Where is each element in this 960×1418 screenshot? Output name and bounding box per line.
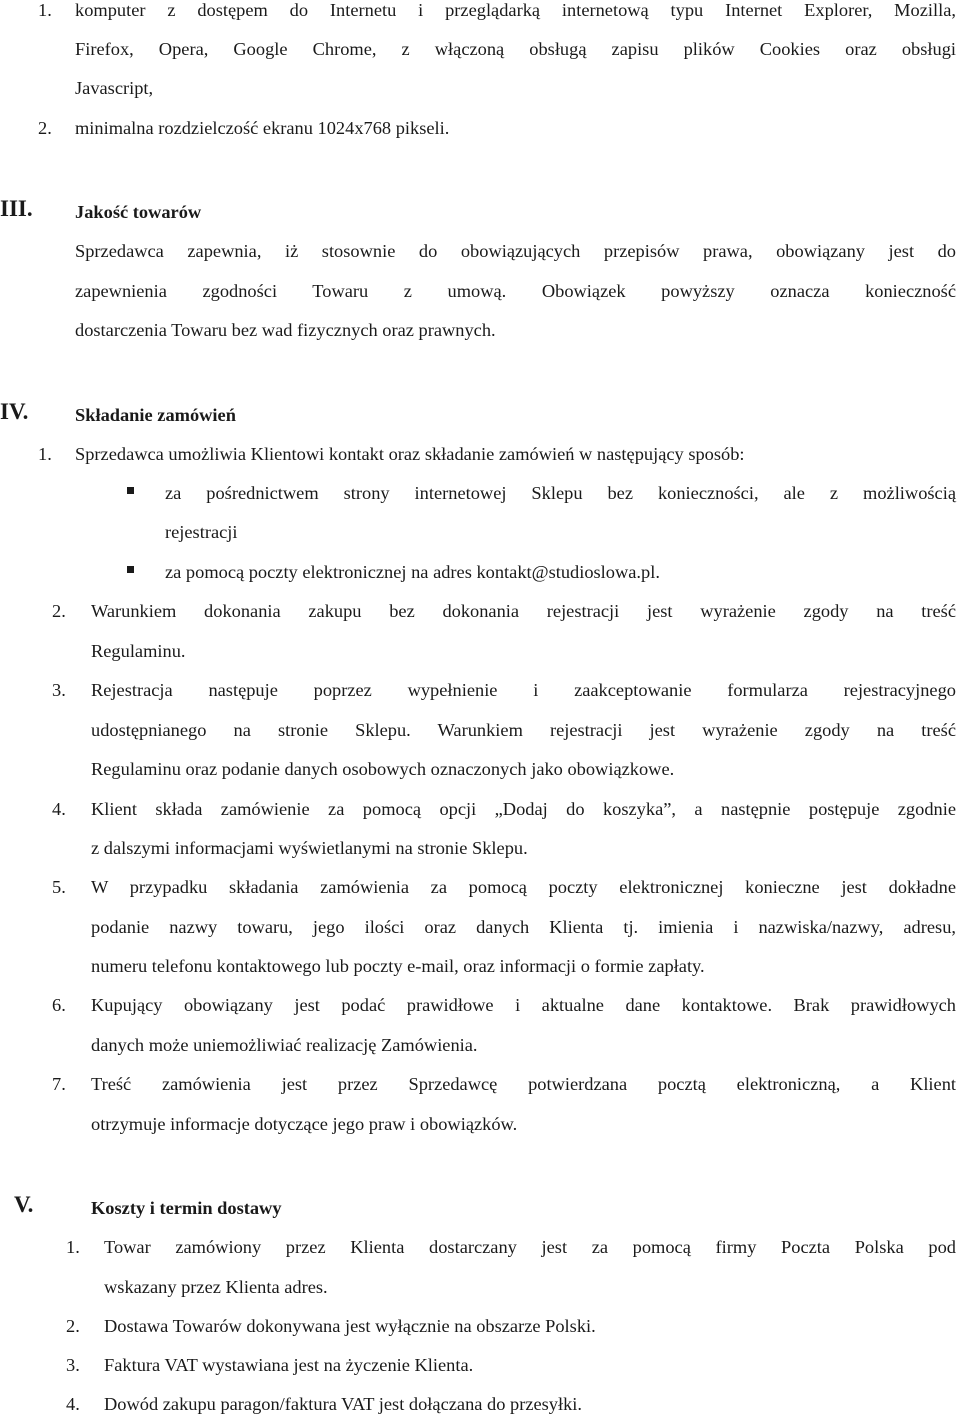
list-item-line: W przypadku składania zamówienia za pomocą poczty elektronicznej konieczne jest dokładne — [91, 877, 956, 897]
list-item-line: Warunkiem dokonania zakupu bez dokonania rejestracji jest wyrażenie zgody na treść — [91, 601, 956, 621]
list-item-line: komputer z dostępem do Internetu i przeglądarką internetową typu Internet Explorer, Mozilla, — [75, 0, 956, 20]
list-item-line: wskazany przez Klienta adres. — [104, 1277, 328, 1297]
bullet-item-line: za pośrednictwem strony internetowej Sklepu bez konieczności, ale z możliwością — [165, 483, 956, 503]
paragraph-line: zapewnienia zgodności Towaru z umową. Obowiązek powyższy oznacza konieczność — [75, 281, 956, 301]
section-title: Składanie zamówień — [75, 405, 236, 425]
list-item-line: Dostawa Towarów dokonywana jest wyłącznie na obszarze Polski. — [104, 1316, 596, 1336]
section-number: IV. — [0, 399, 29, 424]
bullet-square-icon — [127, 487, 134, 494]
list-item-line: Rejestracja następuje poprzez wypełnienie i zaakceptowanie formularza rejestracyjnego — [91, 680, 956, 700]
list-number: 7. — [52, 1074, 66, 1094]
list-item-line: Kupujący obowiązany jest podać prawidłowe i aktualne dane kontaktowe. Brak prawidłowych — [91, 995, 956, 1015]
list-item-line: Klient składa zamówienie za pomocą opcji „Dodaj do koszyka”, a następnie postępuje zgodnie — [91, 799, 956, 819]
bullet-item-line: rejestracji — [165, 522, 238, 542]
list-item-line: Towar zamówiony przez Klienta dostarczany jest za pomocą firmy Poczta Polska pod — [104, 1237, 956, 1257]
list-number: 6. — [52, 995, 66, 1015]
list-item-line: Regulaminu oraz podanie danych osobowych oznaczonych jako obowiązkowe. — [91, 759, 675, 779]
list-item-line: danych może uniemożliwiać realizację Zamówienia. — [91, 1035, 478, 1055]
list-number: 1. — [38, 444, 52, 464]
list-item-line: minimalna rozdzielczość ekranu 1024x768 pikseli. — [75, 118, 450, 138]
list-number: 5. — [52, 877, 66, 897]
list-number: 4. — [66, 1394, 80, 1414]
list-number: 1. — [38, 0, 52, 20]
list-item-line: Faktura VAT wystawiana jest na życzenie Klienta. — [104, 1355, 474, 1375]
list-item-line: z dalszymi informacjami wyświetlanymi na stronie Sklepu. — [91, 838, 528, 858]
list-number: 3. — [66, 1355, 80, 1375]
list-item-line: Javascript, — [75, 78, 154, 98]
list-item-line: podanie nazwy towaru, jego ilości oraz danych Klienta tj. imienia i nazwiska/nazwy, adresu, — [91, 917, 956, 937]
list-item-line: otrzymuje informacje dotyczące jego praw i obowiązków. — [91, 1114, 518, 1134]
bullet-square-icon — [127, 566, 134, 573]
paragraph-line: Sprzedawca zapewnia, iż stosownie do obowiązujących przepisów prawa, obowiązany jest do — [75, 241, 956, 261]
list-item-line: Firefox, Opera, Google Chrome, z włączoną obsługą zapisu plików Cookies oraz obsługi — [75, 39, 956, 59]
paragraph-line: dostarczenia Towaru bez wad fizycznych oraz prawnych. — [75, 320, 496, 340]
list-item-line: Treść zamówienia jest przez Sprzedawcę potwierdzana pocztą elektroniczną, a Klient — [91, 1074, 956, 1094]
list-number: 2. — [52, 601, 66, 621]
list-item-line: Dowód zakupu paragon/faktura VAT jest dołączana do przesyłki. — [104, 1394, 583, 1414]
list-number: 4. — [52, 799, 66, 819]
section-number: III. — [0, 196, 33, 221]
list-number: 2. — [66, 1316, 80, 1336]
bullet-item-line: za pomocą poczty elektronicznej na adres kontakt@studioslowa.pl. — [165, 562, 660, 582]
list-item-line: udostępnianego na stronie Sklepu. Warunkiem rejestracji jest wyrażenie zgody na treść — [91, 720, 956, 740]
section-number: V. — [14, 1192, 34, 1217]
list-item-line: numeru telefonu kontaktowego lub poczty e-mail, oraz informacji o formie zapłaty. — [91, 956, 705, 976]
list-number: 1. — [66, 1237, 80, 1257]
list-number: 3. — [52, 680, 66, 700]
section-title: Jakość towarów — [75, 202, 202, 222]
list-item-line: Sprzedawca umożliwia Klientowi kontakt oraz składanie zamówień w następujący sposób: — [75, 444, 745, 464]
section-title: Koszty i termin dostawy — [91, 1198, 282, 1218]
list-item-line: Regulaminu. — [91, 641, 186, 661]
list-number: 2. — [38, 118, 52, 138]
